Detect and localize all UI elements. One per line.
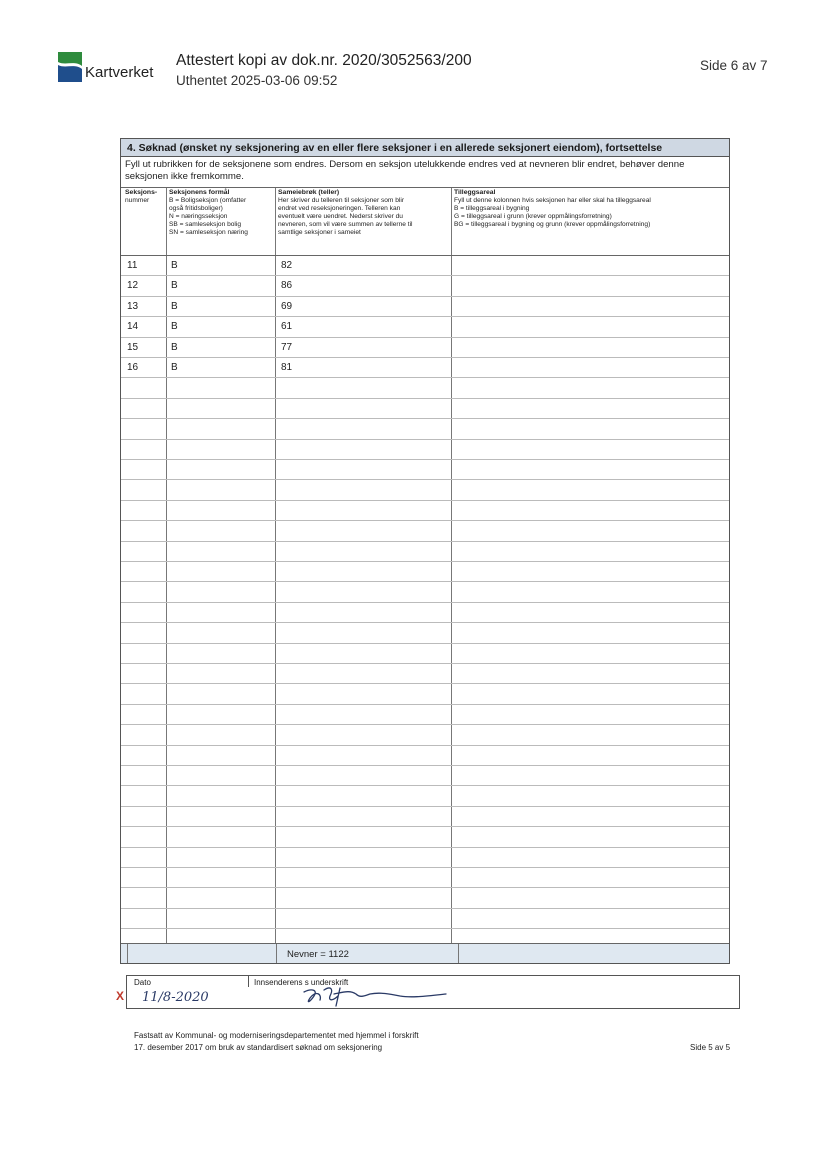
row-rule bbox=[121, 398, 729, 399]
row-rule bbox=[121, 724, 729, 725]
col-header-teller-title: Sameiebrøk (teller) bbox=[278, 189, 340, 196]
row-rule bbox=[121, 275, 729, 276]
table-row bbox=[121, 362, 729, 376]
row-rule bbox=[121, 806, 729, 807]
row-rule bbox=[121, 765, 729, 766]
seksjonsnummer-cell: 12 bbox=[127, 280, 139, 292]
footer-page: Side 5 av 5 bbox=[690, 1043, 731, 1052]
table-row bbox=[121, 321, 729, 335]
nevner-divider bbox=[458, 943, 459, 963]
row-rule bbox=[121, 908, 729, 909]
row-rule bbox=[121, 663, 729, 664]
col-header-nummer-title: Seksjons- bbox=[125, 189, 158, 196]
brand-name: Kartverket bbox=[85, 64, 154, 81]
col-header-teller bbox=[278, 189, 450, 237]
row-rule bbox=[121, 704, 729, 705]
seksjonsnummer-cell: 14 bbox=[127, 321, 139, 333]
formal-cell: B bbox=[171, 362, 178, 373]
row-rule bbox=[121, 439, 729, 440]
row-rule bbox=[121, 500, 729, 501]
row-rule bbox=[121, 520, 729, 521]
seksjonsnummer-cell: 13 bbox=[127, 300, 139, 312]
row-rule bbox=[121, 296, 729, 297]
row-rule bbox=[121, 337, 729, 338]
signature-divider bbox=[248, 975, 249, 987]
sign-here-mark: X bbox=[116, 989, 125, 1003]
header-rule bbox=[121, 187, 729, 188]
seksjonsnummer-cell: 16 bbox=[127, 362, 139, 373]
signature-label: Innsenderens s underskrift bbox=[254, 978, 349, 987]
table-row bbox=[121, 301, 729, 315]
formal-cell: B bbox=[171, 280, 178, 292]
teller-cell: 81 bbox=[281, 362, 293, 373]
header-rule bbox=[121, 255, 729, 256]
seksjonsnummer-cell: 15 bbox=[127, 341, 139, 353]
formal-cell: B bbox=[171, 260, 178, 271]
row-rule bbox=[121, 602, 729, 603]
row-rule bbox=[121, 683, 729, 684]
handwritten-signature bbox=[300, 984, 450, 1010]
nevner-value: Nevner = 1122 bbox=[287, 949, 349, 960]
col-header-tilleggsareal-line: Fyll ut denne kolonnen hvis seksjonen har eller skal ha tilleggsareal bbox=[454, 197, 651, 204]
section-title: 4. Søknad (ønsket ny seksjonering av en eller flere seksjoner i en allerede seksjonert eiendom), fortsettelse bbox=[121, 139, 729, 157]
teller-cell: 69 bbox=[281, 300, 293, 312]
row-rule bbox=[121, 643, 729, 644]
col-header-formal-title: Seksjonens formål bbox=[169, 189, 230, 196]
col-header-tilleggsareal-line: B = tilleggsareal i bygning bbox=[454, 205, 530, 212]
row-rule bbox=[121, 459, 729, 460]
row-rule bbox=[121, 357, 729, 358]
col-header-tilleggsareal-title: Tilleggsareal bbox=[454, 189, 496, 196]
row-rule bbox=[121, 847, 729, 848]
section-intro: Fyll ut rubrikken for de seksjonene som endres. Dersom en seksjon utelukkende endres ved at nevneren blir endret, behøver denne seksjonen ikke fremkomme. bbox=[125, 159, 685, 182]
footer-line-1: Fastsatt av Kommunal- og moderniseringsdepartementet med hjemmel i forskrift bbox=[134, 1031, 419, 1040]
col-header-formal-line: B = Boligseksjon (omfatter bbox=[169, 197, 247, 204]
teller-cell: 86 bbox=[281, 280, 293, 292]
table-row bbox=[121, 342, 729, 356]
kartverket-logo-icon bbox=[58, 52, 82, 82]
table-row bbox=[121, 260, 729, 274]
col-header-tilleggsareal-line: BG = tilleggsareal i bygning og grunn (krever oppmålingsforretning) bbox=[454, 221, 651, 228]
row-rule bbox=[121, 316, 729, 317]
col-header-nummer-line: nummer bbox=[125, 197, 150, 204]
col-header-formal-line: SB = samleseksjon bolig bbox=[169, 221, 242, 228]
row-rule bbox=[121, 541, 729, 542]
formal-cell: B bbox=[171, 300, 178, 312]
table-row bbox=[121, 280, 729, 294]
nevner-rule bbox=[121, 943, 729, 944]
row-rule bbox=[121, 377, 729, 378]
row-rule bbox=[121, 826, 729, 827]
retrieved-timestamp: Uthentet 2025-03-06 09:52 bbox=[176, 73, 338, 88]
row-rule bbox=[121, 867, 729, 868]
row-rule bbox=[121, 418, 729, 419]
seksjonering-form bbox=[120, 138, 730, 964]
col-header-teller-line: endret ved reseksjoneringen. Telleren kan bbox=[278, 205, 401, 212]
date-label: Dato bbox=[134, 978, 151, 987]
row-rule bbox=[121, 561, 729, 562]
col-header-tilleggsareal bbox=[454, 189, 726, 229]
col-header-formal-line: også fritidsboliger) bbox=[169, 205, 223, 212]
formal-cell: B bbox=[171, 321, 178, 333]
row-rule bbox=[121, 785, 729, 786]
document-title: Attestert kopi av dok.nr. 2020/3052563/200 bbox=[176, 52, 472, 69]
col-header-formal-line: N = næringsseksjon bbox=[169, 213, 228, 220]
col-header-teller-line: nevneren, som vil være summen av tellerne til bbox=[278, 221, 413, 228]
col-header-teller-line: eventuelt være uendret. Nederst skriver du bbox=[278, 213, 403, 220]
col-header-nummer bbox=[125, 189, 165, 205]
col-header-teller-line: Her skriver du telleren til seksjoner som blir bbox=[278, 197, 405, 204]
teller-cell: 77 bbox=[281, 341, 293, 353]
row-rule bbox=[121, 887, 729, 888]
page-indicator: Side 6 av 7 bbox=[700, 58, 768, 73]
nevner-divider bbox=[127, 943, 128, 963]
row-rule bbox=[121, 928, 729, 929]
col-header-tilleggsareal-line: G = tilleggsareal i grunn (krever oppmålingsforretning) bbox=[454, 213, 612, 220]
col-header-formal-line: SN = samleseksjon næring bbox=[169, 229, 248, 236]
seksjonsnummer-cell: 11 bbox=[127, 260, 138, 271]
formal-cell: B bbox=[171, 341, 178, 353]
nevner-row bbox=[121, 943, 729, 963]
nevner-divider bbox=[276, 943, 277, 963]
row-rule bbox=[121, 581, 729, 582]
col-header-formal bbox=[169, 189, 275, 237]
col-header-teller-line: samtlige seksjoner i sameiet bbox=[278, 229, 361, 236]
footer-line-2: 17. desember 2017 om bruk av standardisert søknad om seksjonering bbox=[134, 1043, 383, 1052]
row-rule bbox=[121, 622, 729, 623]
teller-cell: 61 bbox=[281, 321, 293, 333]
row-rule bbox=[121, 479, 729, 480]
handwritten-date: 11/8-2020 bbox=[142, 990, 209, 1005]
row-rule bbox=[121, 745, 729, 746]
teller-cell: 82 bbox=[281, 260, 293, 271]
